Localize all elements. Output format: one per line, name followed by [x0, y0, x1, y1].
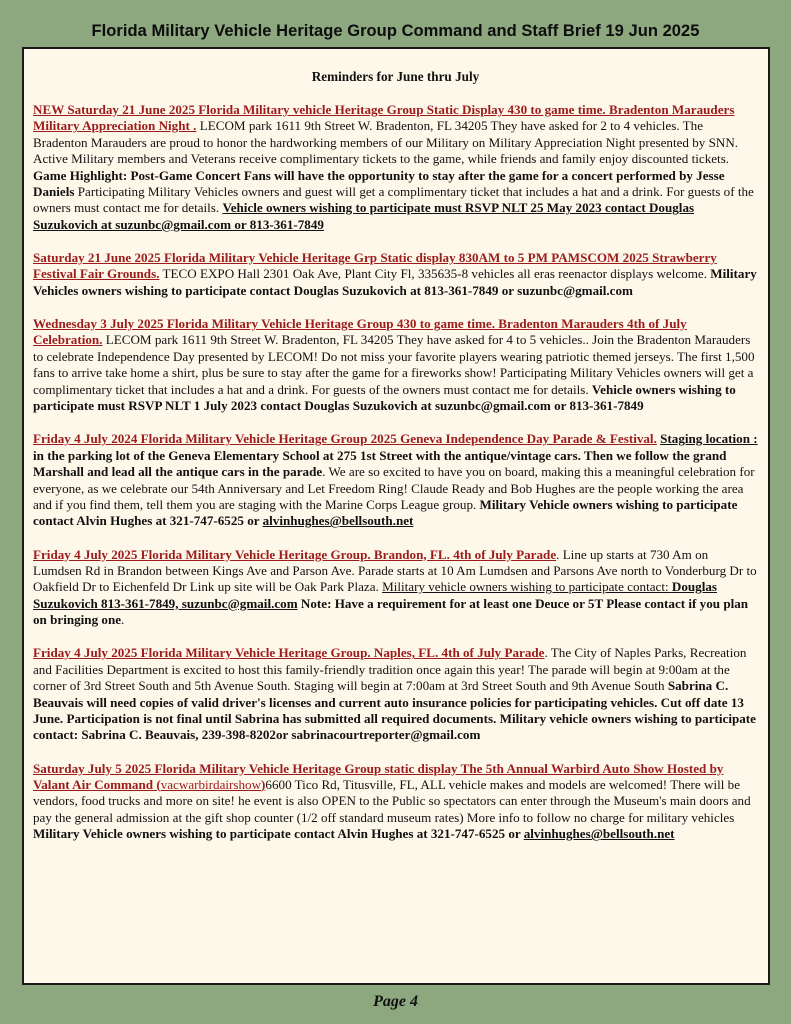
event-section-warbird-auto-show: [33, 761, 758, 843]
event-requirements: Sabrina C. Beauvais will need copies of valid driver's licenses and current auto insurance policies for participating vehicles. Cut off date 13 June. Participation is not final until Sabrina has submitted all required documents. Military vehicle owners wishing to participate contact: Sabrina C. Beauvais, 239-398-8202or sabrinacourtreporter@gmail.com: [33, 678, 756, 743]
event-highlight: Game Highlight: Post-Game Concert Fans will have the opportunity to stay after the game for a concert performed by Jesse Daniels: [33, 167, 725, 200]
event-contact: Military Vehicle owners wishing to participate contact Alvin Hughes at 321-747-6525 or: [33, 826, 524, 842]
event-section-marauders-military-night: [33, 102, 758, 233]
event-heading: Friday 4 July 2025 Florida Military Vehicle Heritage Group. Brandon, FL. 4th of July Parade: [33, 546, 557, 562]
event-note: Note: Have a requirement for at least one Deuce or 5T Please contact if you plan on bringing one: [33, 595, 749, 628]
content-frame: [22, 47, 770, 985]
event-contact: Military Vehicle owners wishing to participate contact Alvin Hughes at 321-747-6525 or: [33, 496, 738, 529]
event-body: 6600 Tico Rd, Titusville, FL, ALL vehicle makes and models are welcomed! There will be vendors, food trucks and more on site! he event is also OPEN to the Public so spectators can enter through the Museum's main doors and pay the general admission at the gift shop counter (1/2 off standard museum rates) More info to follow no charge for military vehicles: [33, 777, 751, 825]
page-header-title: Florida Military Vehicle Heritage Group Command and Staff Brief 19 Jun 2025: [91, 22, 700, 40]
event-heading: Saturday 21 June 2025 Florida Military Vehicle Heritage Grp Static display 830AM to 5 PM PAMSCOM 2025 Strawberry Festival Fair Grounds.: [33, 250, 717, 282]
event-heading-close: ): [261, 777, 266, 792]
event-body: . We are so excited to have you on board, making this a meaningful celebration for everyone, as we celebrate our 54th Anniversary and Let Freedom Ring! Claude Ready and Bob Hughes are the people working the area and if you find them, tell them you are staging with the Marine Corps League group.: [33, 464, 755, 512]
event-rsvp: Vehicle owners wishing to participate must RSVP NLT 25 May 2023 contact Douglas Suzukovich at suzunbc@gmail.com or 813-361-7849: [33, 200, 695, 232]
event-body: LECOM park 1611 9th Street W. Bradenton, FL 34205 They have asked for 4 to 5 vehicles.. Join the Bradenton Marauders to celebrate Independence Day presented by LECOM! Do not miss your favorite players wearing patriotic themed jerseys. The first 1,500 fans to arrive take home a shirt, plus be sure to stay after the game for a fireworks show! Participating Military Vehicles owners will get a complimentary ticket that includes a hat and a drink. For guests of the owners must contact me for details.: [33, 332, 755, 397]
event-body: TECO EXPO Hall 2301 Oak Ave, Plant City Fl, 335635-8 vehicles all eras reenactor displays welcome.: [159, 266, 711, 282]
event-link[interactable]: vacwarbirdairshow: [160, 777, 262, 792]
event-section-marauders-july-4th: [33, 316, 758, 414]
page-number: Page 4: [373, 993, 418, 1010]
event-section-geneva-parade: [33, 431, 758, 529]
event-body: . The City of Naples Parks, Recreation and Facilities Department is excited to host this family-friendly tradition once again this year! The parade will begin at 9:00am at the corner of 3rd Street South and 5th Avenue South. Staging will begin at 7:00am at 3rd Street South and 9th Avenue South: [33, 645, 747, 694]
event-section-strawberry-festival: [33, 250, 758, 299]
event-body: . Line up starts at 730 Am on Lumdsen Rd in Brandon between Kings Ave and Parson Ave. Parade starts at 10 Am Lumdsen and Parsons Ave north to Vonderburg Dr to Oakfield Dr to Eichenfeld Dr Link up site will be Oak Park Plaza.: [33, 546, 757, 595]
event-section-naples-parade: [33, 645, 758, 743]
event-body: LECOM park 1611 9th Street W. Bradenton, FL 34205 They have asked for 2 to 4 vehicles. The Bradenton Marauders are proud to honor the hardworking members of our Military on Military Appreciation Night presented by SNN. Active Military members and Veterans receive complimentary tickets to the game, while friends and family enjoy discounted tickets.: [33, 118, 739, 167]
reminders-title: Reminders for June thru July: [311, 69, 480, 84]
event-rsvp: Vehicle owners wishing to participate must RSVP NLT 1 July 2023 contact Douglas Suzukovich at suzunbc@gmail.com or 813-361-7849: [33, 381, 736, 414]
staging-location-details: in the parking lot of the Geneva Elementary School at 275 1st Street with the antique/vintage cars. Then we follow the grand Marshall and lead all the antique cars in the parade: [33, 447, 727, 480]
event-contact: Douglas Suzukovich 813-361-7849, suzunbc@gmail.com: [33, 579, 717, 611]
event-heading: NEW Saturday 21 June 2025 Florida Military vehicle Heritage Group Static Display 430 to game time. Bradenton Marauders Military Appreciation Night .: [33, 102, 735, 134]
event-contact-label: Military vehicle owners wishing to participate contact:: [382, 579, 672, 595]
event-body-end: .: [121, 612, 125, 628]
event-section-brandon-parade: [33, 547, 758, 629]
event-body-cont: Participating Military Vehicles owners and guest will get a complimentary ticket that includes a hat and a drink. For guests of the owners must contact me for details.: [33, 184, 754, 216]
event-heading: Wednesday 3 July 2025 Florida Military Vehicle Heritage Group 430 to game time. Bradenton Marauders 4th of July Celebration.: [33, 316, 687, 348]
staging-location-label: Staging location :: [660, 431, 758, 447]
event-heading: Friday 4 July 2025 Florida Military Vehicle Heritage Group. Naples, FL. 4th of July Parade: [33, 645, 545, 661]
event-contact: Military Vehicles owners wishing to participate contact Douglas Suzukovich at 813-361-7849 or suzunbc@gmail.com: [33, 266, 757, 298]
event-heading: Saturday July 5 2025 Florida Military Vehicle Heritage Group static display The 5th Annual Warbird Auto Show Hosted by Valant Air Command (: [33, 760, 724, 792]
event-heading: Friday 4 July 2024 Florida Military Vehicle Heritage Group 2025 Geneva Independence Day Parade & Festival.: [33, 431, 657, 447]
contact-email-link[interactable]: alvinhughes@bellsouth.net: [262, 513, 414, 529]
contact-email-link[interactable]: alvinhughes@bellsouth.net: [523, 826, 675, 842]
